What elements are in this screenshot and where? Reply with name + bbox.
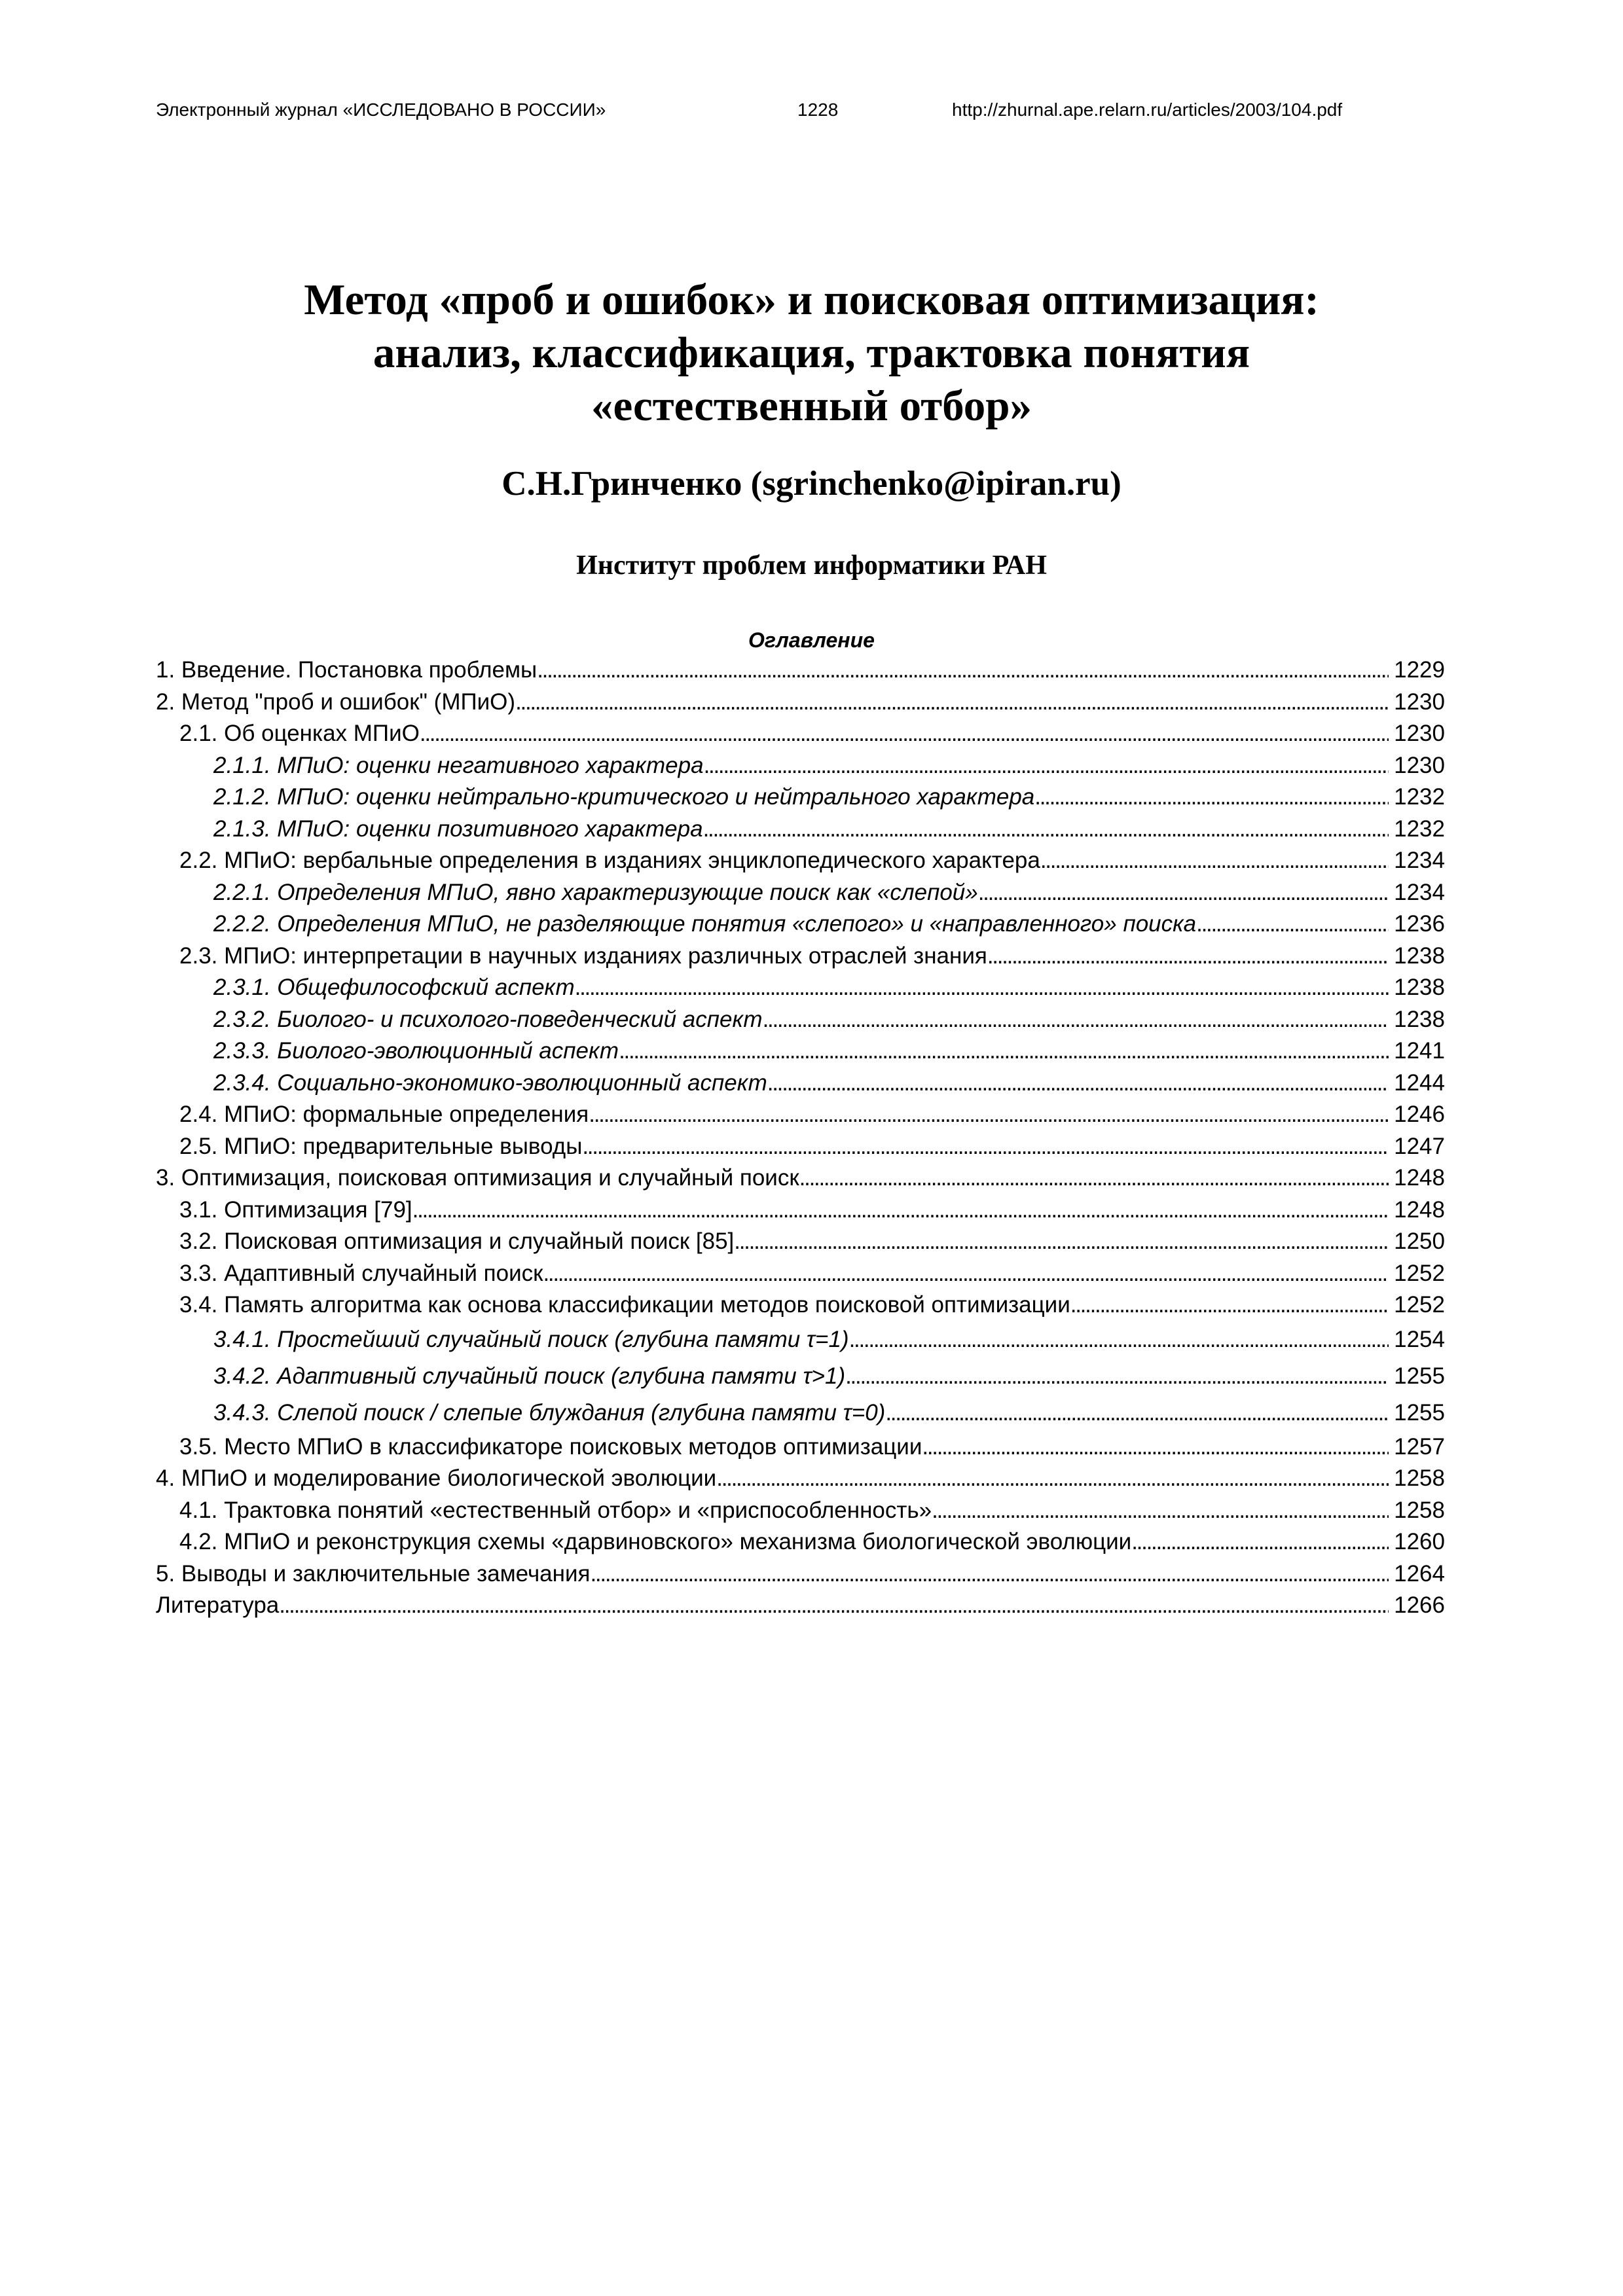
dot-leader bbox=[420, 718, 1389, 750]
toc-entry[interactable] bbox=[156, 1558, 1445, 1590]
toc-entry-title: 3.4.1. Простейший случайный поиск (глубина памяти τ=1) bbox=[213, 1326, 849, 1352]
toc-entry-title: 3.3. Адаптивный случайный поиск bbox=[179, 1260, 543, 1286]
toc-entry-title: 2.2.1. Определения МПиО, явно характеризующие поиск как «слепой» bbox=[213, 879, 978, 905]
article-url[interactable]: http://zhurnal.ape.relarn.ru/articles/2003/104.pdf bbox=[952, 99, 1343, 120]
toc-entry-title: 4. МПиО и моделирование биологической эволюции bbox=[156, 1465, 717, 1491]
toc-entry-page: 1234 bbox=[1394, 879, 1445, 905]
toc-entry-title: 2.1.1. МПиО: оценки негативного характера bbox=[213, 752, 704, 778]
toc-entry-page: 1244 bbox=[1394, 1069, 1445, 1096]
dot-leader bbox=[515, 687, 1389, 719]
toc-entry-page: 1230 bbox=[1394, 689, 1445, 715]
dot-leader bbox=[703, 814, 1389, 846]
toc-entry-title: 3.4. Память алгоритма как основа классификации методов поисковой оптимизации bbox=[179, 1292, 1070, 1318]
toc-entry-title: 3.1. Оптимизация [79] bbox=[179, 1196, 412, 1223]
dot-leader bbox=[589, 1099, 1389, 1131]
toc-entry[interactable] bbox=[156, 1590, 1445, 1622]
toc-entry-title: 4.1. Трактовка понятий «естественный отбор» и «приспособленность» bbox=[179, 1497, 932, 1523]
toc-entry-page: 1232 bbox=[1394, 784, 1445, 810]
toc-entry[interactable] bbox=[156, 1289, 1445, 1321]
toc-entry-page: 1264 bbox=[1394, 1560, 1445, 1587]
toc-entry-title: 3.5. Место МПиО в классификаторе поисковых методов оптимизации bbox=[179, 1433, 922, 1460]
toc-entry[interactable] bbox=[156, 814, 1445, 846]
dot-leader bbox=[543, 1258, 1389, 1290]
toc-entry-page: 1252 bbox=[1394, 1292, 1445, 1318]
toc-entry-page: 1254 bbox=[1394, 1326, 1445, 1352]
toc-entry[interactable] bbox=[156, 1162, 1445, 1194]
dot-leader bbox=[922, 1431, 1389, 1463]
toc-entry-page: 1252 bbox=[1394, 1260, 1445, 1286]
dot-leader bbox=[412, 1194, 1389, 1227]
toc-entry[interactable] bbox=[156, 655, 1445, 687]
toc-entry-page: 1236 bbox=[1394, 911, 1445, 937]
dot-leader bbox=[987, 941, 1389, 973]
toc-entry-title: 2.5. МПиО: предварительные выводы bbox=[179, 1133, 583, 1159]
toc-entry-title: 2.3.1. Общефилософский аспект bbox=[213, 975, 575, 1000]
toc-entry-page: 1241 bbox=[1394, 1038, 1445, 1064]
toc-entry-title: 2.1. Об оценках МПиО bbox=[179, 721, 420, 746]
dot-leader bbox=[590, 1558, 1389, 1590]
toc-entry-page: 1255 bbox=[1394, 1399, 1445, 1426]
dot-leader bbox=[619, 1035, 1389, 1067]
table-of-contents bbox=[156, 655, 1445, 1622]
institution-line: Институт проблем информатики РАН bbox=[576, 550, 1047, 581]
dot-leader bbox=[799, 1162, 1389, 1194]
toc-entry-title: 3.4.2. Адаптивный случайный поиск (глубина памяти τ>1) bbox=[213, 1363, 846, 1389]
toc-entry-page: 1229 bbox=[1394, 657, 1445, 683]
toc-entry[interactable] bbox=[156, 1194, 1445, 1227]
toc-entry[interactable] bbox=[156, 1358, 1445, 1395]
toc-heading: Оглавление bbox=[748, 628, 875, 652]
toc-entry[interactable] bbox=[156, 1004, 1445, 1036]
title-line-3: «естественный отбор» bbox=[591, 382, 1032, 430]
toc-entry-page: 1255 bbox=[1394, 1363, 1445, 1389]
toc-entry-title: 1. Введение. Постановка проблемы bbox=[156, 657, 538, 683]
toc-entry[interactable] bbox=[156, 972, 1445, 1004]
dot-leader bbox=[582, 1131, 1389, 1163]
dot-leader bbox=[704, 750, 1389, 782]
toc-entry[interactable] bbox=[156, 1526, 1445, 1558]
toc-entry-page: 1266 bbox=[1394, 1592, 1445, 1618]
toc-entry-page: 1238 bbox=[1394, 975, 1445, 1000]
toc-entry-page: 1248 bbox=[1394, 1165, 1445, 1191]
header-page-number: 1228 bbox=[797, 99, 839, 120]
toc-entry[interactable] bbox=[156, 687, 1445, 719]
toc-entry-page: 1260 bbox=[1394, 1529, 1445, 1554]
toc-entry-title: 2.3. МПиО: интерпретации в научных изданиях различных отраслей знания bbox=[179, 942, 987, 969]
toc-entry[interactable] bbox=[156, 718, 1445, 750]
paper-title bbox=[156, 274, 1467, 433]
toc-entry[interactable] bbox=[156, 1463, 1445, 1495]
dot-leader bbox=[932, 1495, 1389, 1527]
toc-entry[interactable] bbox=[156, 1395, 1445, 1431]
dot-leader bbox=[849, 1321, 1389, 1358]
running-header bbox=[156, 97, 1429, 123]
toc-entry-title: 5. Выводы и заключительные замечания bbox=[156, 1560, 591, 1587]
toc-entry[interactable] bbox=[156, 845, 1445, 877]
toc-entry-title: 2.3.3. Биолого-эволюционный аспект bbox=[213, 1038, 619, 1064]
toc-entry-title: Литература bbox=[156, 1592, 280, 1618]
toc-entry[interactable] bbox=[156, 1321, 1445, 1358]
dot-leader bbox=[716, 1463, 1389, 1495]
toc-entry-page: 1258 bbox=[1394, 1497, 1445, 1523]
toc-entry-title: 2.1.2. МПиО: оценки нейтрально-критического и нейтрального характера bbox=[213, 784, 1035, 810]
toc-entry-page: 1230 bbox=[1394, 721, 1445, 746]
dot-leader bbox=[1070, 1289, 1389, 1321]
dot-leader bbox=[1131, 1526, 1389, 1558]
dot-leader bbox=[1040, 845, 1389, 877]
toc-entry-title: 3.2. Поисковая оптимизация и случайный поиск [85] bbox=[179, 1229, 735, 1254]
author-line: С.Н.Гринченко (sgrinchenko@ipiran.ru) bbox=[501, 465, 1122, 503]
dot-leader bbox=[1196, 908, 1389, 941]
toc-entry-page: 1230 bbox=[1394, 752, 1445, 778]
dot-leader bbox=[279, 1590, 1389, 1622]
title-line-1: Метод «проб и ошибок» и поисковая оптимизация: bbox=[304, 276, 1319, 324]
toc-entry-page: 1238 bbox=[1394, 942, 1445, 969]
toc-entry-page: 1234 bbox=[1394, 848, 1445, 873]
toc-entry[interactable] bbox=[156, 877, 1445, 909]
toc-entry-title: 2.2. МПиО: вербальные определения в изданиях энциклопедического характера bbox=[179, 848, 1040, 873]
toc-entry[interactable] bbox=[156, 781, 1445, 814]
toc-entry[interactable] bbox=[156, 1131, 1445, 1163]
title-line-2: анализ, классификация, трактовка понятия bbox=[373, 329, 1250, 377]
toc-entry[interactable] bbox=[156, 1258, 1445, 1290]
dot-leader bbox=[978, 877, 1389, 909]
toc-entry[interactable] bbox=[156, 1035, 1445, 1067]
journal-name: Электронный журнал «ИССЛЕДОВАНО В РОССИИ» bbox=[156, 99, 606, 120]
toc-entry-page: 1250 bbox=[1394, 1229, 1445, 1254]
toc-entry[interactable] bbox=[156, 1431, 1445, 1463]
toc-entry[interactable] bbox=[156, 1495, 1445, 1527]
toc-entry[interactable] bbox=[156, 908, 1445, 941]
toc-entry-page: 1247 bbox=[1394, 1133, 1445, 1159]
toc-entry[interactable] bbox=[156, 941, 1445, 973]
toc-entry-title: 2. Метод "проб и ошибок" (МПиО) bbox=[156, 689, 516, 715]
toc-entry[interactable] bbox=[156, 1067, 1445, 1100]
toc-entry-title: 2.3.2. Биолого- и психолого-поведенческий аспект bbox=[213, 1006, 763, 1032]
toc-entry-title: 3. Оптимизация, поисковая оптимизация и случайный поиск bbox=[156, 1165, 799, 1191]
toc-entry-title: 2.2.2. Определения МПиО, не разделяющие понятия «слепого» и «направленного» поиска bbox=[213, 911, 1197, 937]
dot-leader bbox=[767, 1067, 1389, 1100]
dot-leader bbox=[763, 1004, 1389, 1036]
toc-entry[interactable] bbox=[156, 750, 1445, 782]
toc-entry[interactable] bbox=[156, 1099, 1445, 1131]
dot-leader bbox=[845, 1358, 1389, 1395]
toc-entry-page: 1232 bbox=[1394, 816, 1445, 842]
dot-leader bbox=[575, 972, 1389, 1004]
toc-entry[interactable] bbox=[156, 1226, 1445, 1258]
toc-entry-title: 2.3.4. Социально-экономико-эволюционный аспект bbox=[213, 1069, 767, 1096]
toc-entry-title: 2.4. МПиО: формальные определения bbox=[179, 1102, 589, 1127]
toc-entry-page: 1246 bbox=[1394, 1102, 1445, 1127]
toc-entry-page: 1258 bbox=[1394, 1465, 1445, 1491]
toc-entry-page: 1257 bbox=[1394, 1433, 1445, 1460]
toc-entry-title: 3.4.3. Слепой поиск / слепые блуждания (глубина памяти τ=0) bbox=[213, 1399, 886, 1426]
toc-entry-page: 1238 bbox=[1394, 1006, 1445, 1032]
dot-leader bbox=[885, 1395, 1389, 1431]
dot-leader bbox=[1034, 781, 1389, 814]
toc-entry-page: 1248 bbox=[1394, 1196, 1445, 1223]
dot-leader bbox=[734, 1226, 1389, 1258]
toc-entry-title: 4.2. МПиО и реконструкция схемы «дарвиновского» механизма биологической эволюции bbox=[179, 1529, 1132, 1554]
toc-entry-title: 2.1.3. МПиО: оценки позитивного характера bbox=[213, 816, 703, 842]
dot-leader bbox=[537, 655, 1389, 687]
